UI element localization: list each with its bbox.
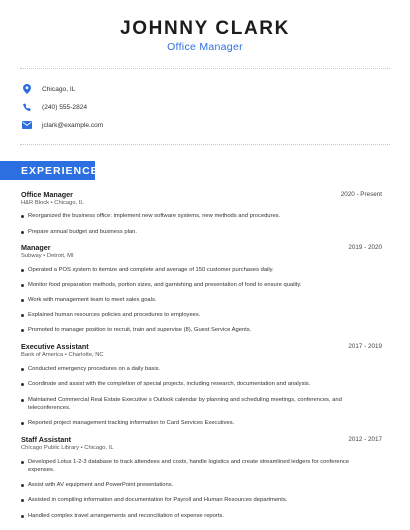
job-dates: 2012 - 2017 bbox=[348, 436, 382, 443]
job-company-line: Subway • Detroit, MI bbox=[21, 253, 74, 259]
email-link[interactable]: jclark@example.com bbox=[42, 121, 104, 129]
list-item: Coordinate and assist with the completion of special projects, including research, documentation and analysis. bbox=[21, 380, 356, 388]
list-item: Reported project management tracking information to Card Services Executives. bbox=[21, 419, 356, 427]
section-title-experience: EXPERIENCE bbox=[21, 165, 99, 177]
phone-text: (240) 555-2824 bbox=[42, 103, 88, 111]
list-item: Operated a POS system to itemize and complete and average of 150 customer purchases daily. bbox=[21, 266, 356, 274]
list-item: Conducted emergency procedures on a daily basis. bbox=[21, 365, 356, 373]
job-company: H&R Block bbox=[21, 200, 50, 206]
list-item: Assist with AV equipment and PowerPoint presentations. bbox=[21, 481, 356, 489]
list-item: Developed Lotus 1-2-3 database to track attendees and costs, handle logistics and create streamlined ledgers for conference expenses. bbox=[21, 458, 356, 474]
list-item: Promoted to manager position to recruit, train and supervise (8), Guest Service Agents. bbox=[21, 326, 356, 334]
contact-location bbox=[20, 82, 390, 96]
list-item: Handled complex travel arrangements and reconciliation of expense reports. bbox=[21, 512, 356, 520]
divider bbox=[20, 144, 390, 145]
list-item: Work with management team to meet sales goals. bbox=[21, 296, 356, 304]
job-location: Charlotte, NC bbox=[68, 352, 104, 358]
job-title: Staff Assistant bbox=[21, 435, 72, 444]
candidate-role: Office Manager bbox=[167, 41, 243, 53]
candidate-name: JOHNNY CLARK bbox=[120, 18, 290, 39]
job-location: Chicago, IL bbox=[84, 445, 114, 451]
list-item: Reorganized the business office: implement new software systems, new methods and procedures. bbox=[21, 212, 356, 220]
list-item: Maintained Commercial Real Estate Executive s Outlook calendar by planning and scheduling meetings, conferences, and teleconferences. bbox=[21, 396, 356, 412]
job-company: Chicago Public Library bbox=[21, 445, 79, 451]
list-item: Explained human resources policies and procedures to employees. bbox=[21, 311, 356, 319]
divider bbox=[20, 68, 390, 69]
job-title: Office Manager bbox=[21, 190, 73, 199]
list-item: Monitor food preparation methods, portion sizes, and garnishing and presentation of food to ensure quality. bbox=[21, 281, 356, 289]
location-text: Chicago, IL bbox=[42, 85, 76, 93]
job-company: Subway bbox=[21, 253, 42, 259]
job-dates: 2020 - Present bbox=[340, 191, 382, 198]
contact-email bbox=[20, 118, 390, 132]
job-dates: 2017 - 2019 bbox=[348, 343, 382, 350]
list-item: Prepare annual budget and business plan. bbox=[21, 228, 356, 236]
list-item: Assisted in compiling information and documentation for Payroll and Human Resources departments. bbox=[21, 496, 356, 504]
job-location: Detroit, MI bbox=[46, 253, 74, 259]
job-location: Chicago, IL bbox=[54, 200, 84, 206]
contact-phone bbox=[20, 100, 390, 114]
phone-icon bbox=[22, 102, 32, 112]
job-company-line: Bank of America • Charlotte, NC bbox=[21, 352, 104, 358]
job-dates: 2019 - 2020 bbox=[348, 244, 382, 251]
envelope-icon bbox=[22, 120, 32, 130]
job-company-line: H&R Block • Chicago, IL bbox=[21, 200, 84, 206]
job-company-line: Chicago Public Library • Chicago, IL bbox=[21, 445, 114, 451]
map-pin-icon bbox=[22, 84, 32, 94]
job-title: Executive Assistant bbox=[21, 342, 89, 351]
job-title: Manager bbox=[21, 243, 51, 252]
job-company: Bank of America bbox=[21, 352, 64, 358]
